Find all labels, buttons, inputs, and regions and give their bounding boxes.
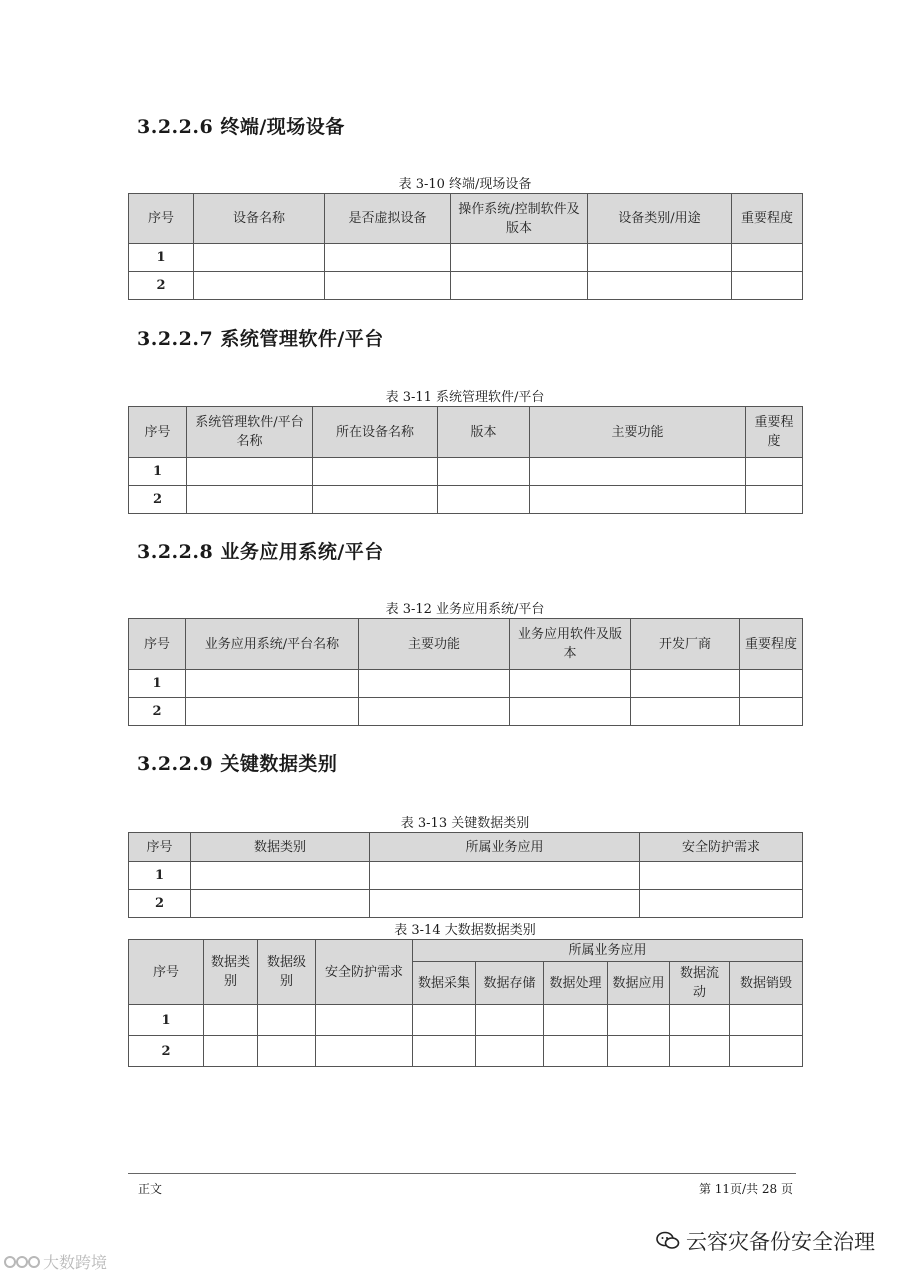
row-number: 1 <box>129 670 186 698</box>
watermark-left-text: 大数跨境 <box>43 1253 108 1272</box>
table-business-app-systems <box>128 618 803 726</box>
table-cell <box>359 698 510 726</box>
table-cell <box>204 1005 258 1036</box>
header-cell: 操作系统/控制软件及版本 <box>451 194 588 244</box>
table-cell <box>194 272 325 300</box>
table-cell <box>316 1036 413 1067</box>
table-row <box>129 486 803 514</box>
table-caption: 表 3-10 终端/现场设备 <box>398 177 532 192</box>
header-cell: 所属业务应用 <box>370 833 640 862</box>
table-row <box>129 698 803 726</box>
table-cell <box>640 862 803 890</box>
section-heading: 3.2.2.7 系统管理软件/平台 <box>137 328 384 350</box>
table-cell <box>191 890 370 918</box>
table-cell <box>740 670 803 698</box>
header-cell: 序号 <box>129 833 191 862</box>
header-cell: 重要程度 <box>740 619 803 670</box>
table-key-data-categories <box>128 832 803 918</box>
logo-icon <box>4 1254 40 1270</box>
sub-header-cell: 数据采集 <box>413 962 476 1005</box>
table-cell <box>370 862 640 890</box>
watermark-left <box>4 1250 107 1273</box>
table-cell <box>670 1036 730 1067</box>
table-row <box>129 862 803 890</box>
table-cell <box>194 244 325 272</box>
table-cell <box>510 670 631 698</box>
row-number: 1 <box>129 1005 204 1036</box>
table-cell <box>530 486 746 514</box>
table-cell <box>730 1005 803 1036</box>
header-cell: 设备名称 <box>194 194 325 244</box>
header-cell: 业务应用系统/平台名称 <box>186 619 359 670</box>
header-cell: 是否虚拟设备 <box>325 194 451 244</box>
table-cell <box>313 486 438 514</box>
section-heading: 3.2.2.8 业务应用系统/平台 <box>137 541 384 563</box>
table-cell <box>530 458 746 486</box>
table-cell <box>510 698 631 726</box>
section-heading: 3.2.2.9 关键数据类别 <box>137 753 338 775</box>
header-cell: 序号 <box>129 194 194 244</box>
row-number: 2 <box>129 1036 204 1067</box>
header-cell: 设备类别/用途 <box>588 194 732 244</box>
table-cell <box>370 890 640 918</box>
table-caption: 表 3-14 大数据数据类别 <box>394 923 536 938</box>
table-caption: 表 3-12 业务应用系统/平台 <box>385 602 545 617</box>
table-cell <box>258 1036 316 1067</box>
table-cell <box>313 458 438 486</box>
table-caption: 表 3-13 关键数据类别 <box>400 816 530 831</box>
table-row <box>129 1005 803 1036</box>
table-row <box>129 890 803 918</box>
row-number: 2 <box>129 890 191 918</box>
table-cell <box>325 272 451 300</box>
table-row <box>129 458 803 486</box>
table-cell <box>670 1005 730 1036</box>
table-cell <box>476 1036 544 1067</box>
table-cell <box>451 272 588 300</box>
header-cell: 主要功能 <box>530 407 746 458</box>
watermark-right-text: 云容灾备份安全治理 <box>686 1230 875 1254</box>
row-number: 1 <box>129 862 191 890</box>
table-cell <box>746 486 803 514</box>
sub-header-cell: 数据存储 <box>476 962 544 1005</box>
table-cell <box>186 670 359 698</box>
header-cell: 安全防护需求 <box>640 833 803 862</box>
row-number: 2 <box>129 272 194 300</box>
footer-page-number: 第 11页/共 28 页 <box>698 1182 793 1196</box>
table-cell <box>413 1036 476 1067</box>
table-cell <box>732 244 803 272</box>
sub-header-cell: 数据应用 <box>608 962 670 1005</box>
row-number: 2 <box>129 486 187 514</box>
table-cell <box>588 244 732 272</box>
header-cell: 序号 <box>129 407 187 458</box>
row-number: 1 <box>129 458 187 486</box>
table-cell <box>544 1036 608 1067</box>
sub-header-cell: 数据销毁 <box>730 962 803 1005</box>
table-row <box>129 244 803 272</box>
header-cell: 系统管理软件/平台名称 <box>187 407 313 458</box>
table-row <box>129 1036 803 1067</box>
header-cell: 所在设备名称 <box>313 407 438 458</box>
table-cell <box>325 244 451 272</box>
table-cell <box>640 890 803 918</box>
table-row <box>129 272 803 300</box>
table-cell <box>631 698 740 726</box>
header-cell: 数据级别 <box>258 940 316 1005</box>
table-row <box>129 670 803 698</box>
table-cell <box>187 458 313 486</box>
table-cell <box>204 1036 258 1067</box>
header-cell: 业务应用软件及版本 <box>510 619 631 670</box>
table-cell <box>258 1005 316 1036</box>
header-cell: 版本 <box>438 407 530 458</box>
header-cell: 序号 <box>129 619 186 670</box>
row-number: 1 <box>129 244 194 272</box>
table-cell <box>438 458 530 486</box>
table-cell <box>413 1005 476 1036</box>
table-system-mgmt-software <box>128 406 803 514</box>
table-cell <box>608 1005 670 1036</box>
sub-header-cell: 数据处理 <box>544 962 608 1005</box>
table-cell <box>451 244 588 272</box>
header-cell: 开发厂商 <box>631 619 740 670</box>
table-cell <box>476 1005 544 1036</box>
table-cell <box>608 1036 670 1067</box>
sub-header-cell: 数据流动 <box>670 962 730 1005</box>
table-caption: 表 3-11 系统管理软件/平台 <box>385 390 545 405</box>
table-cell <box>359 670 510 698</box>
section-heading: 3.2.2.6 终端/现场设备 <box>137 116 345 138</box>
header-cell: 序号 <box>129 940 204 1005</box>
row-number: 2 <box>129 698 186 726</box>
wechat-icon <box>656 1230 680 1252</box>
table-cell <box>187 486 313 514</box>
table-cell <box>732 272 803 300</box>
table-cell <box>746 458 803 486</box>
table-cell <box>631 670 740 698</box>
watermark-right <box>656 1226 875 1256</box>
table-cell <box>438 486 530 514</box>
header-cell: 安全防护需求 <box>316 940 413 1005</box>
footer-section-label: 正文 <box>138 1182 163 1196</box>
table-cell <box>588 272 732 300</box>
table-cell <box>186 698 359 726</box>
header-cell: 主要功能 <box>359 619 510 670</box>
table-terminal-devices <box>128 193 803 300</box>
header-cell: 数据类别 <box>191 833 370 862</box>
header-cell: 重要程度 <box>746 407 803 458</box>
table-cell <box>316 1005 413 1036</box>
group-header-cell: 所属业务应用 <box>413 940 803 962</box>
table-cell <box>191 862 370 890</box>
table-cell <box>740 698 803 726</box>
header-cell: 重要程度 <box>732 194 803 244</box>
table-cell <box>730 1036 803 1067</box>
header-cell: 数据类别 <box>204 940 258 1005</box>
footer-divider <box>128 1173 796 1174</box>
table-cell <box>544 1005 608 1036</box>
table-big-data-categories <box>128 939 803 1067</box>
